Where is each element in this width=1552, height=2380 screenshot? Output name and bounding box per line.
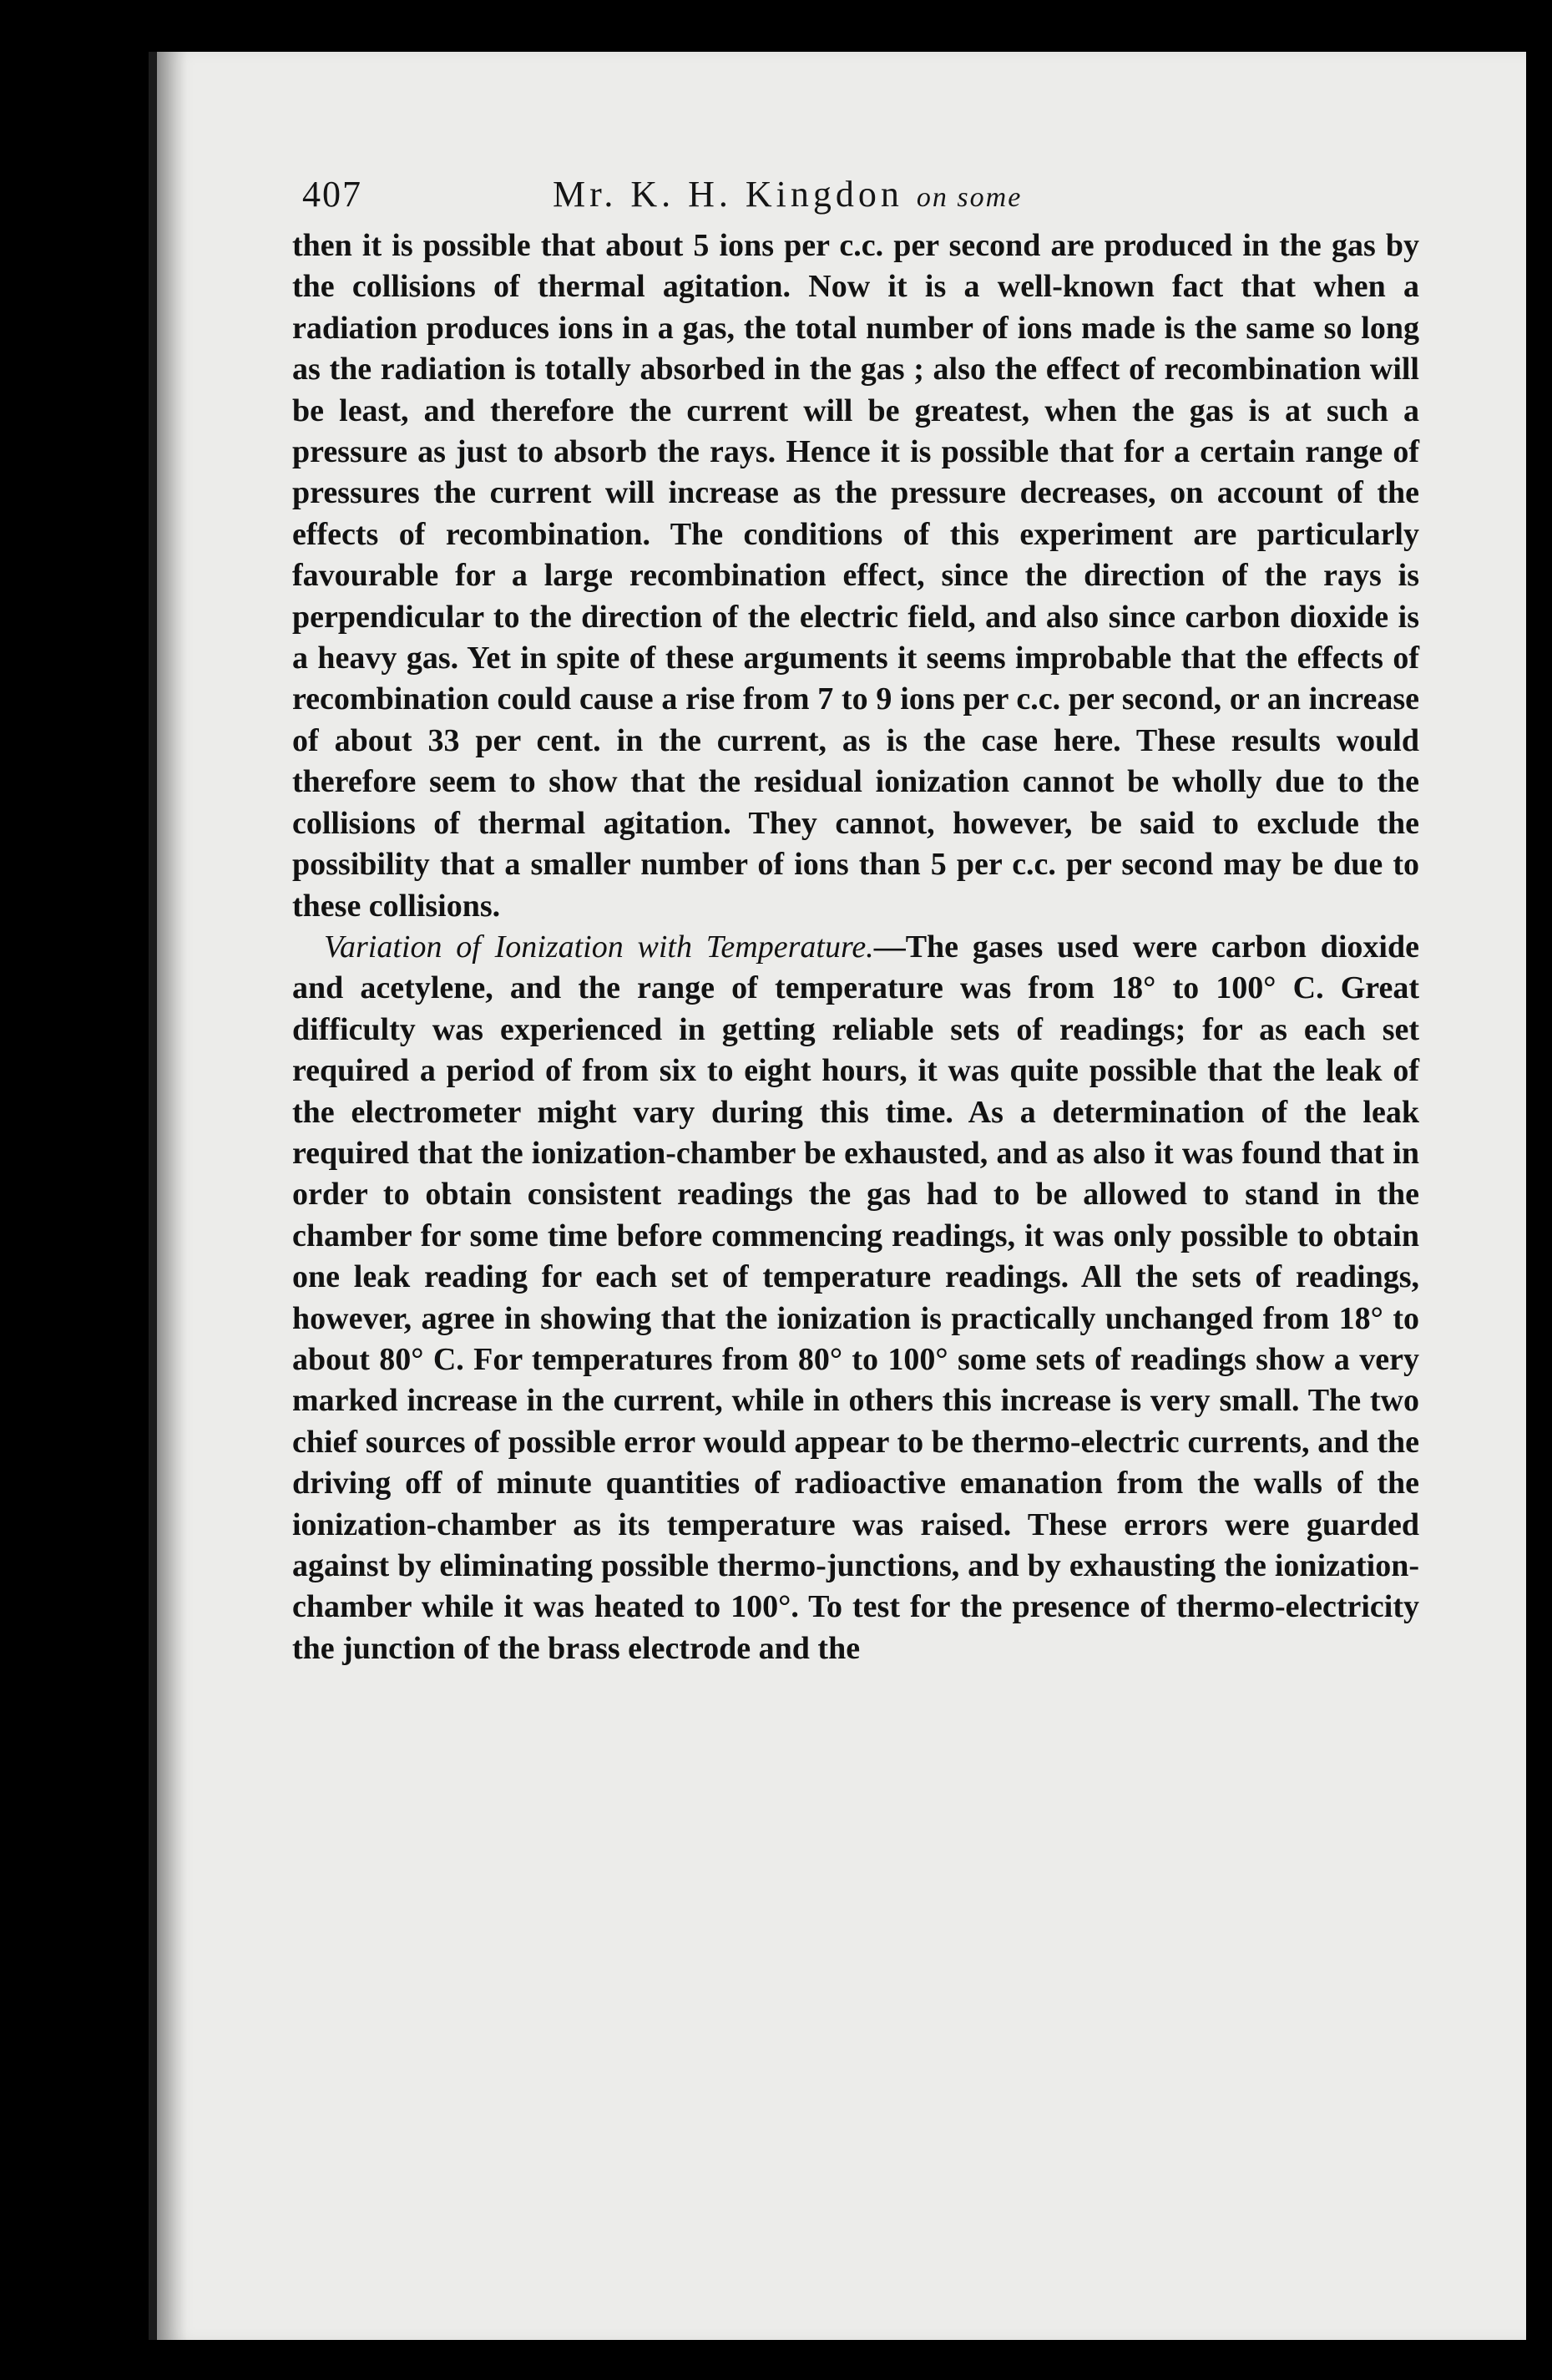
page-header xyxy=(302,163,1337,221)
spine-shadow xyxy=(157,52,187,2340)
running-head-author: Mr. K. H. Kingdon xyxy=(553,174,903,215)
running-head-topic: on some xyxy=(916,182,1023,213)
page-number: 407 xyxy=(302,174,362,215)
paragraph-continued: then it is possible that about 5 ions per c.c. per second are produced in the gas by the collisions of thermal agitation. Now it is a well-known fact that when a radiation produces ions in a gas, the total number of ions made is the same so long as the radiation is totally absorbed in the gas ; also the effect of recombination will be least, and therefore the current will be greatest, when the gas is at such a pressure as just to absorb the rays. Hence it is possible that for a certain range of pressures the current will increase as the pressure decreases, on account of the effects of recombination. The conditions of this experiment are particularly favourable for a large recombination effect, since the direction of the rays is perpendicular to the direction of the electric field, and also since carbon dioxide is a heavy gas. Yet in spite of these arguments it seems improbable that the effects of recombination could cause a rise from 7 to 9 ions per c.c. per second, or an increase of about 33 per cent. in the current, as is the case here. These results would therefore seem to show that the residual ionization cannot be wholly due to the collisions of thermal agitation. They cannot, however, be said to exclude the possibility that a smaller number of ions than 5 per c.c. per second may be due to these collisions. xyxy=(292,228,1419,924)
body-text xyxy=(292,225,1419,1669)
paragraph-temperature-text: —The gases used were carbon dioxide and acetylene, and the range of temperature was from 18° to 100° C. Great difficulty was experienced in getting reliable sets of readings; for as each set required a period of from six to eight hours, it was quite possible that the leak of the electrometer might vary during this time. As a determination of the leak required that the ionization-chamber be exhausted, and as also it was found that in order to obtain consistent readings the gas had to be allowed to stand in the chamber for some time before commencing readings, it was only possible to obtain one leak reading for each set of temperature readings. All the sets of readings, however, agree in showing that the ionization is practically unchanged from 18° to about 80° C. For temperatures from 80° to 100° some sets of readings show a very marked increase in the current, while in others this increase is very small. The two chief sources of possible error would appear to be thermo-electric currents, and the driving off of minute quantities of radioactive emanation from the walls of the ionization-chamber as its temperature was raised. These errors were guarded against by eliminating possible thermo-junctions, and by exhausting the ionization-chamber while it was heated to 100°. To test for the presence of thermo-electricity the junction of the brass electrode and the xyxy=(292,929,1419,1666)
running-head xyxy=(553,173,1022,215)
paragraph-temperature xyxy=(292,927,1419,1669)
section-heading: Variation of Ionization with Temperature. xyxy=(324,929,874,965)
